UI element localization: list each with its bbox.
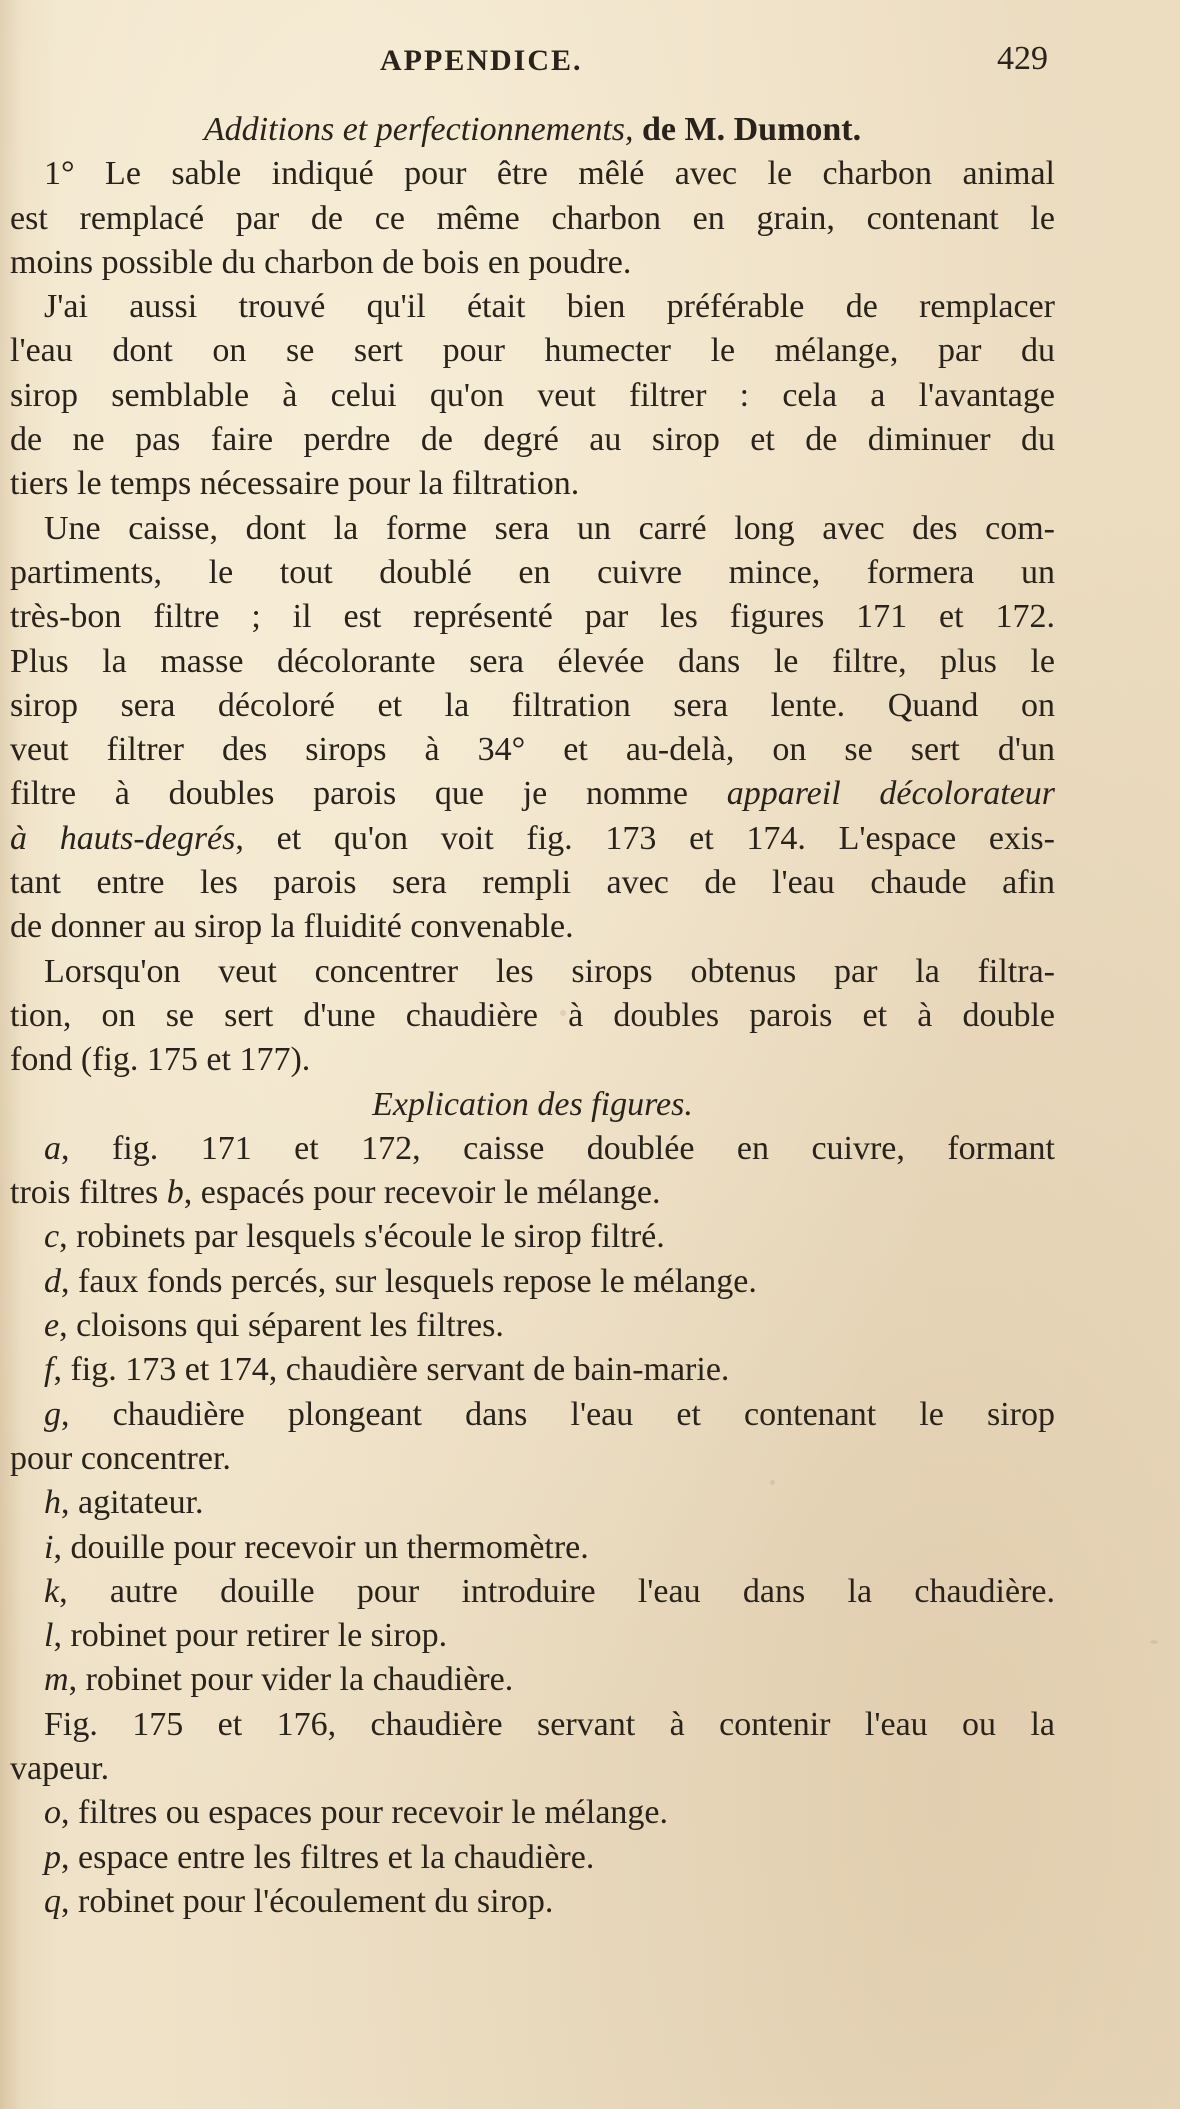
paragraph-3: [10, 507, 1055, 950]
text-line: veut filtrer des sirops à 34° et au-delà, on se sert d'un: [10, 731, 1055, 769]
legend-item: [10, 1215, 1055, 1259]
legend-letter: e: [44, 1307, 60, 1345]
figures-subheading: [10, 1083, 1055, 1127]
text-line: Lorsqu'on veut concentrer les sirops obtenus par la filtra-: [44, 952, 1055, 990]
legend-letter: f: [44, 1351, 54, 1389]
legend-letter: c: [44, 1218, 60, 1256]
text-run: , et qu'on voit fig. 173 et 174. L'espace exis-: [235, 819, 1055, 857]
text-run: filtre à doubles parois que je nomme: [10, 775, 727, 813]
text-line: sirop sera décoloré et la filtration sera lente. Quand on: [10, 686, 1055, 724]
legend-text: , douille pour recevoir un thermomètre.: [53, 1528, 589, 1566]
legend-text: vapeur.: [10, 1749, 110, 1787]
legend-text: Fig. 175 et 176, chaudière servant à contenir l'eau ou la: [44, 1705, 1055, 1743]
page-body: [10, 108, 1055, 1924]
legend-text: , robinets par lesquels s'écoule le sirop filtré.: [59, 1218, 665, 1256]
text-line: tiers le temps nécessaire pour la filtration.: [10, 465, 580, 503]
legend-item: [10, 1570, 1055, 1614]
italic-term: à hauts-degrés: [10, 819, 236, 857]
paragraph-2: [10, 285, 1055, 506]
legend-item: [10, 1127, 1055, 1171]
legend-text: , robinet pour retirer le sirop.: [53, 1617, 448, 1655]
legend-text: , espacés pour recevoir le mélange.: [183, 1174, 661, 1212]
text-line: de ne pas faire perdre de degré au sirop et de diminuer du: [10, 421, 1055, 459]
legend-letter: o: [44, 1794, 61, 1832]
legend-letter: g: [44, 1395, 61, 1433]
legend-letter: h: [44, 1484, 61, 1522]
legend-letter: p: [44, 1838, 61, 1876]
legend-item: [10, 1393, 1055, 1437]
legend-text: , chaudière plongeant dans l'eau et contenant le sirop: [61, 1395, 1055, 1433]
legend-item: [10, 1526, 1055, 1570]
text-line: fond (fig. 175 et 177).: [10, 1041, 311, 1079]
legend-text: , robinet pour l'écoulement du sirop.: [61, 1882, 554, 1920]
legend-text: trois filtres: [10, 1174, 167, 1212]
legend-item: [10, 1836, 1055, 1880]
legend-letter: l: [44, 1617, 54, 1655]
text-line: tion, on se sert d'une chaudière à doubles parois et à double: [10, 996, 1055, 1034]
paragraph-4: [10, 950, 1055, 1083]
legend-text: , autre douille pour introduire l'eau dans la chaudière.: [59, 1572, 1055, 1610]
legend-item: [10, 1304, 1055, 1348]
legend-text: pour concentrer.: [10, 1439, 231, 1477]
italic-term: appareil décolorateur: [726, 775, 1055, 813]
page-number: 429: [997, 40, 1048, 77]
text-line: J'ai aussi trouvé qu'il était bien préférable de remplacer: [44, 288, 1055, 326]
legend-item: [10, 1260, 1055, 1304]
legend-item: [10, 1171, 1055, 1215]
figures-subheading-text: Explication des figures.: [372, 1085, 693, 1123]
text-line: Une caisse, dont la forme sera un carré long avec des com-: [44, 509, 1055, 547]
section-heading-italic: Additions et perfectionnements,: [203, 111, 634, 148]
legend-text: , fig. 173 et 174, chaudière servant de bain-marie.: [53, 1351, 730, 1389]
legend-item: [10, 1791, 1055, 1835]
legend-letter: a: [44, 1129, 61, 1167]
text-line: 1° Le sable indiqué pour être mêlé avec le charbon animal: [44, 155, 1055, 193]
text-line: tant entre les parois sera rempli avec de l'eau chaude afin: [10, 864, 1055, 902]
legend-text: , faux fonds percés, sur lesquels repose le mélange.: [61, 1262, 757, 1300]
legend-item: [10, 1747, 1055, 1791]
paper-stain: [1150, 1640, 1158, 1644]
legend-text: , agitateur.: [61, 1484, 204, 1522]
legend-item: [10, 1614, 1055, 1658]
legend-item: [10, 1481, 1055, 1525]
running-head: [0, 38, 1180, 90]
text-line: Plus la masse décolorante sera élevée dans le filtre, plus le: [10, 642, 1055, 680]
legend-text: , fig. 171 et 172, caisse doublée en cuivre, formant: [61, 1129, 1055, 1167]
figure-legend: [10, 1127, 1055, 1924]
text-line: sirop semblable à celui qu'on veut filtrer : cela a l'avantage: [10, 376, 1055, 414]
text-line: moins possible du charbon de bois en poudre.: [10, 243, 632, 281]
text-line: de donner au sirop la fluidité convenable.: [10, 908, 574, 946]
legend-letter: k: [44, 1572, 60, 1610]
text-line: [10, 817, 1055, 861]
legend-item: [10, 1437, 1055, 1481]
legend-item: [10, 1658, 1055, 1702]
legend-letter: m: [44, 1661, 69, 1699]
text-line: est remplacé par de ce même charbon en grain, contenant le: [10, 199, 1055, 237]
section-heading: [10, 108, 1055, 152]
paragraph-1: [10, 152, 1055, 285]
legend-item: [10, 1703, 1055, 1747]
section-heading-author: de M. Dumont.: [633, 111, 862, 148]
legend-letter: d: [44, 1262, 61, 1300]
legend-text: , cloisons qui séparent les filtres.: [59, 1307, 504, 1345]
running-title: APPENDICE.: [380, 44, 583, 77]
legend-text: , espace entre les filtres et la chaudière.: [61, 1838, 595, 1876]
text-line: [10, 772, 1055, 816]
legend-letter: b: [166, 1174, 184, 1212]
legend-letter: i: [44, 1528, 54, 1566]
legend-text: , filtres ou espaces pour recevoir le mélange.: [61, 1794, 669, 1832]
legend-letter: q: [44, 1882, 61, 1920]
text-line: l'eau dont on se sert pour humecter le mélange, par du: [10, 332, 1055, 370]
legend-item: [10, 1348, 1055, 1392]
text-line: très-bon filtre ; il est représenté par les figures 171 et 172.: [10, 598, 1055, 636]
legend-text: , robinet pour vider la chaudière.: [68, 1661, 514, 1699]
text-line: partiments, le tout doublé en cuivre mince, formera un: [10, 553, 1055, 591]
legend-item: [10, 1880, 1055, 1924]
